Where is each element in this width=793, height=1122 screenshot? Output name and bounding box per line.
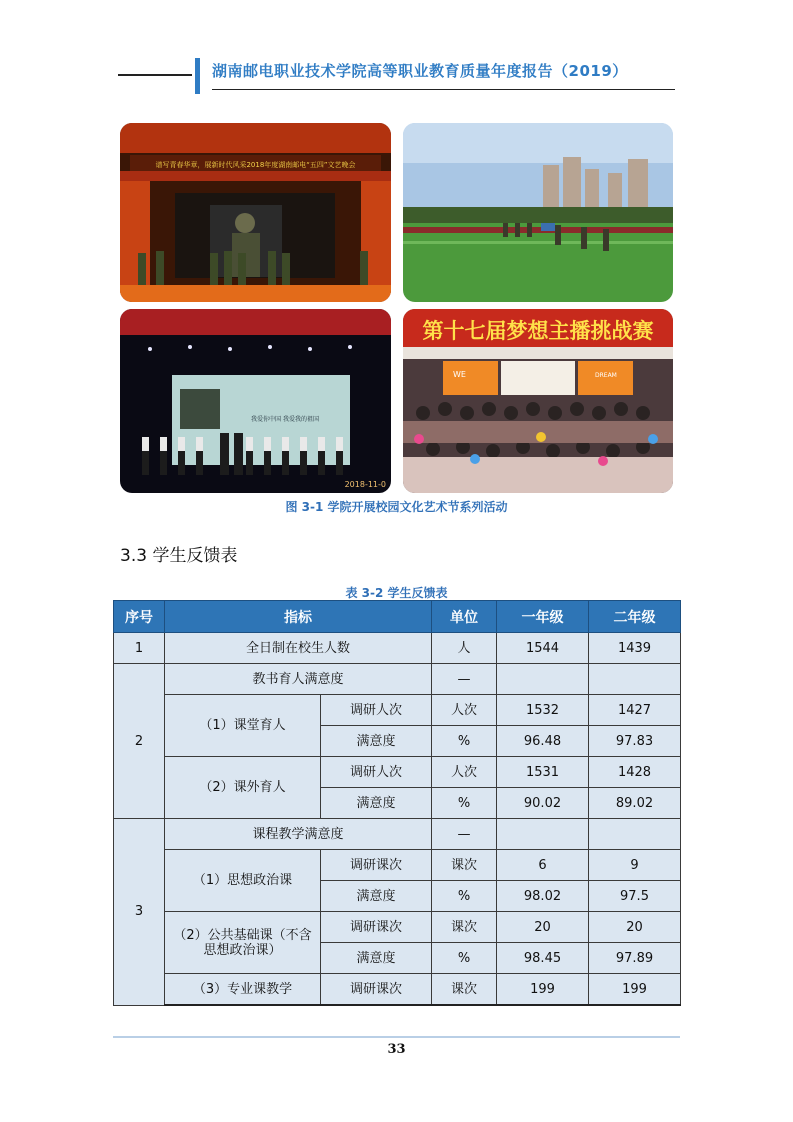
unit-cell: % — [432, 881, 497, 912]
year2-cell: 97.5 — [589, 881, 681, 912]
year2-cell — [589, 819, 681, 850]
header-rule-left — [118, 74, 192, 76]
sub-indicator-cell: 调研课次 — [321, 974, 432, 1006]
group-cell: （3）专业课教学 — [165, 974, 321, 1006]
stage-banner-text: 谱写青春华章，展新时代风采2018年度湖南邮电“五四”文艺晚会 — [155, 161, 356, 169]
board-left-text: WE — [453, 370, 466, 379]
unit-cell: 课次 — [432, 850, 497, 881]
year2-cell: 97.89 — [589, 943, 681, 974]
year1-cell: 199 — [497, 974, 589, 1006]
unit-cell: 课次 — [432, 912, 497, 943]
year1-cell: 90.02 — [497, 788, 589, 819]
page-header-title: 湖南邮电职业技术学院高等职业教育质量年度报告（2019） — [212, 62, 628, 80]
header-accent-bar — [195, 58, 200, 94]
year1-cell — [497, 819, 589, 850]
group-cell: （2）课外育人 — [165, 757, 321, 819]
sub-indicator-cell: 调研课次 — [321, 912, 432, 943]
year2-cell: 1428 — [589, 757, 681, 788]
row-number: 3 — [114, 819, 165, 1006]
event-banner-text: 第十七届梦想主播挑战赛 — [422, 319, 654, 343]
row-number: 1 — [114, 633, 165, 664]
year1-cell: 20 — [497, 912, 589, 943]
year1-cell: 98.02 — [497, 881, 589, 912]
sub-indicator-cell: 满意度 — [321, 788, 432, 819]
year2-cell: 1439 — [589, 633, 681, 664]
table-row — [114, 664, 681, 695]
table-row — [114, 912, 681, 943]
unit-cell: — — [432, 819, 497, 850]
year2-cell: 1427 — [589, 695, 681, 726]
student-feedback-table — [113, 600, 681, 1006]
group-cell: （2）公共基础课（不含思想政治课） — [165, 912, 321, 974]
indicator-cell: 教书育人满意度 — [165, 664, 432, 695]
group-cell: （1）课堂育人 — [165, 695, 321, 757]
unit-cell: 人次 — [432, 695, 497, 726]
table-row — [114, 695, 681, 726]
photo-timestamp: 2018-11-0 — [344, 480, 386, 489]
sub-indicator-cell: 满意度 — [321, 726, 432, 757]
year1-cell: 96.48 — [497, 726, 589, 757]
photo-stage-performance — [120, 123, 391, 302]
unit-cell: 课次 — [432, 974, 497, 1006]
table-row — [114, 633, 681, 664]
table-row — [114, 819, 681, 850]
col-header-year1: 一年级 — [497, 601, 589, 633]
row-number: 2 — [114, 664, 165, 819]
year2-cell: 9 — [589, 850, 681, 881]
unit-cell: 人次 — [432, 757, 497, 788]
group-cell: （1）思想政治课 — [165, 850, 321, 912]
indicator-cell: 全日制在校生人数 — [165, 633, 432, 664]
indicator-cell: 课程教学满意度 — [165, 819, 432, 850]
sub-indicator-cell: 满意度 — [321, 943, 432, 974]
photo-sports-field — [403, 123, 673, 302]
unit-cell: % — [432, 943, 497, 974]
photo-host-challenge-group — [403, 309, 673, 493]
col-header-indicator: 指标 — [165, 601, 432, 633]
table-row — [114, 757, 681, 788]
table-header-row — [114, 601, 681, 633]
unit-cell: % — [432, 788, 497, 819]
year1-cell: 1531 — [497, 757, 589, 788]
choir-screen-text: 我爱你中国 我爱我的祖国 — [251, 416, 319, 423]
photo-choir-performance — [120, 309, 391, 493]
col-header-year2: 二年级 — [589, 601, 681, 633]
sub-indicator-cell: 满意度 — [321, 881, 432, 912]
sub-indicator-cell: 调研人次 — [321, 695, 432, 726]
table-row — [114, 850, 681, 881]
year2-cell — [589, 664, 681, 695]
unit-cell: — — [432, 664, 497, 695]
year2-cell: 89.02 — [589, 788, 681, 819]
page-number: 33 — [387, 1042, 406, 1057]
year1-cell: 98.45 — [497, 943, 589, 974]
table-caption: 表 3-2 学生反馈表 — [345, 586, 448, 600]
unit-cell: 人 — [432, 633, 497, 664]
year2-cell: 199 — [589, 974, 681, 1006]
year2-cell: 97.83 — [589, 726, 681, 757]
sub-indicator-cell: 调研人次 — [321, 757, 432, 788]
board-right-text: DREAM — [595, 372, 617, 379]
year2-cell: 20 — [589, 912, 681, 943]
year1-cell: 6 — [497, 850, 589, 881]
col-header-no: 序号 — [114, 601, 165, 633]
figure-caption: 图 3-1 学院开展校园文化艺术节系列活动 — [285, 500, 508, 514]
year1-cell: 1532 — [497, 695, 589, 726]
year1-cell: 1544 — [497, 633, 589, 664]
section-title: 3.3 学生反馈表 — [120, 546, 238, 566]
footer-rule — [113, 1036, 680, 1038]
table-row — [114, 974, 681, 1006]
unit-cell: % — [432, 726, 497, 757]
header-rule-right — [212, 89, 675, 90]
year1-cell — [497, 664, 589, 695]
col-header-unit: 单位 — [432, 601, 497, 633]
sub-indicator-cell: 调研课次 — [321, 850, 432, 881]
